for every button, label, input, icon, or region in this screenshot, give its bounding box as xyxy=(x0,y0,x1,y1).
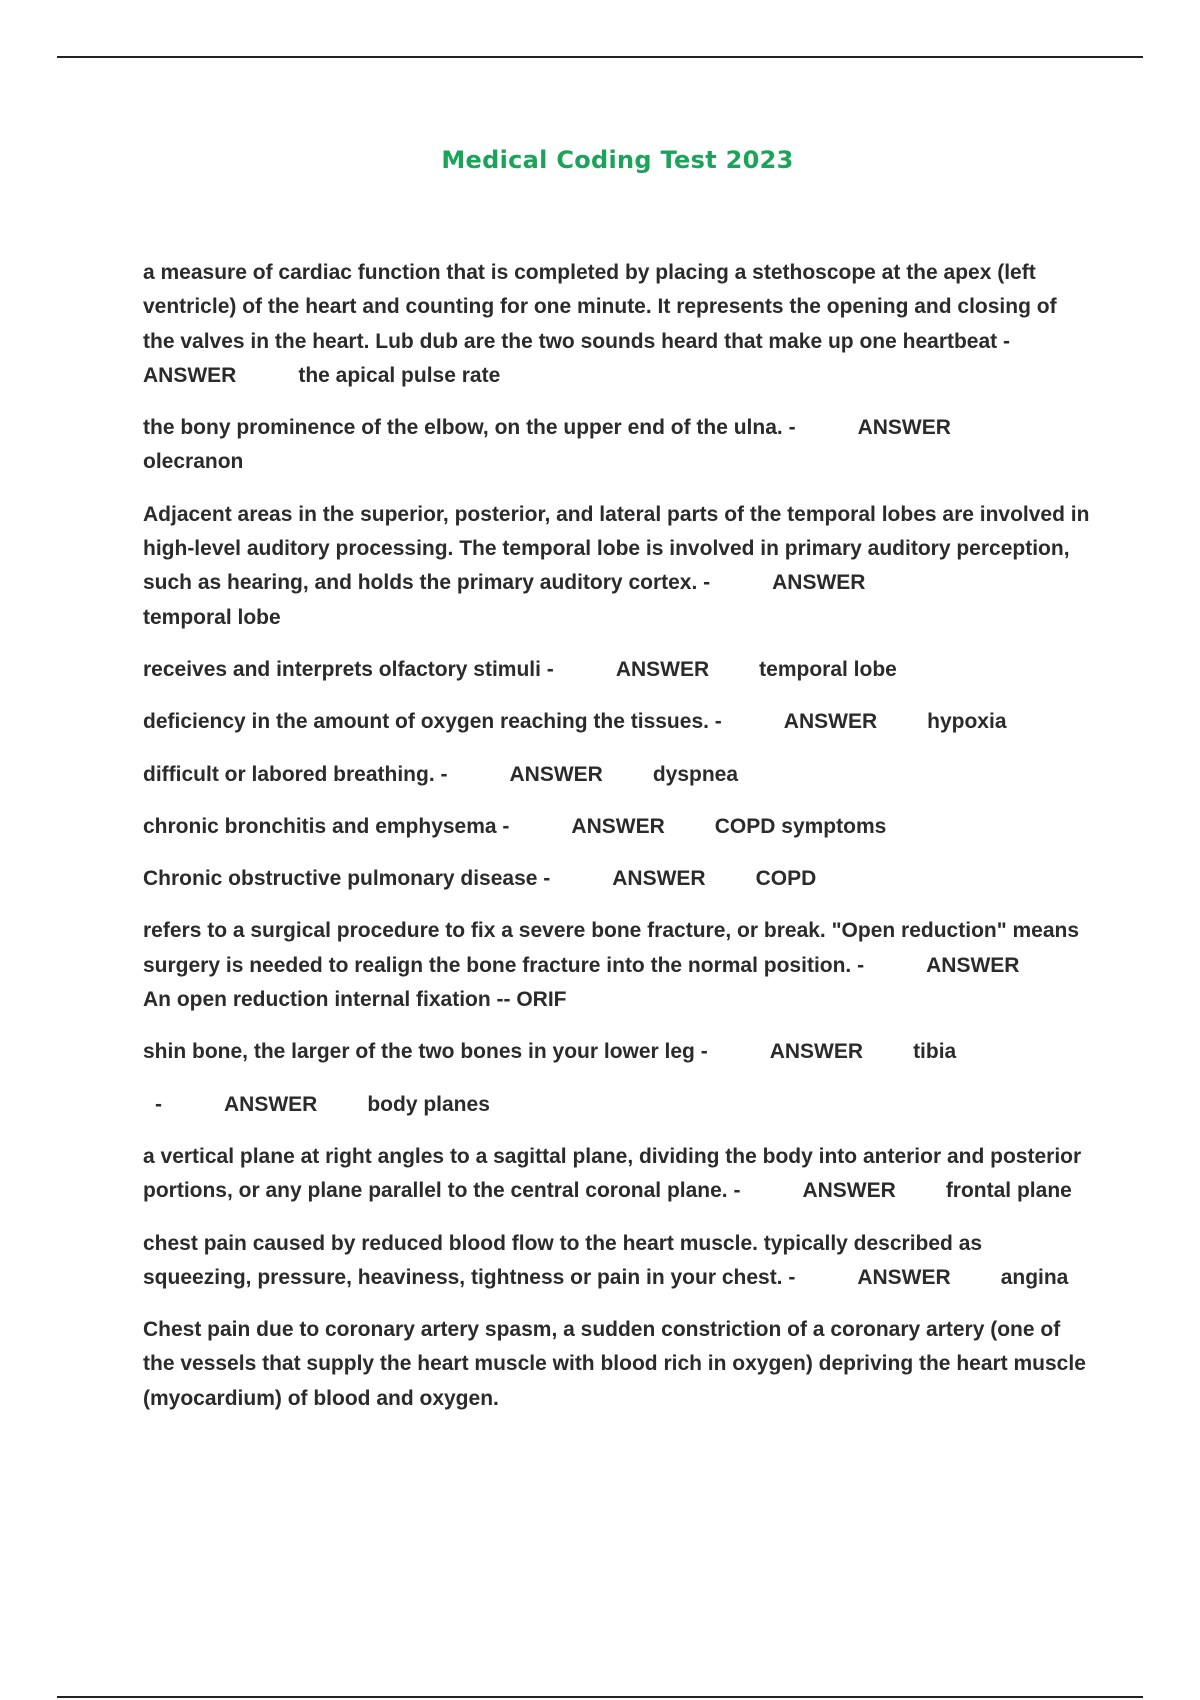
answer-label: ANSWER xyxy=(509,762,603,786)
qa-entry xyxy=(143,862,1093,896)
answer-label: ANSWER xyxy=(571,814,665,838)
answer-label: ANSWER xyxy=(769,1040,864,1064)
question-text: a measure of cardiac function that is completed by placing a stethoscope at the apex (left ventricle) of the heart and counting for one minute. It represents the opening and closing of the valves in the heart. Lub dub are the two sounds heard that make up one heartbeat - xyxy=(143,261,1057,353)
answer-label: ANSWER xyxy=(224,1092,318,1116)
answer-text: the apical pulse rate xyxy=(298,363,501,387)
question-text: - xyxy=(155,1092,162,1116)
qa-entry xyxy=(143,914,1093,1017)
answer-label: ANSWER xyxy=(857,1265,951,1289)
question-text: shin bone, the larger of the two bones in your lower leg - xyxy=(143,1040,708,1064)
qa-entry xyxy=(143,498,1093,635)
bottom-rule xyxy=(57,1696,1143,1698)
qa-entry xyxy=(143,758,1093,792)
answer-label: ANSWER xyxy=(615,657,710,681)
qa-entry xyxy=(143,1227,1093,1296)
qa-entry xyxy=(143,810,1093,844)
answer-text: frontal plane xyxy=(945,1179,1072,1203)
question-text: chest pain caused by reduced blood flow to the heart muscle. typically described as squeezing, pressure, heaviness, tightness or pain in your chest. - xyxy=(143,1231,983,1289)
answer-label: ANSWER xyxy=(772,571,866,595)
question-text: chronic bronchitis and emphysema - xyxy=(143,814,510,838)
answer-label: ANSWER xyxy=(612,867,706,891)
answer-text: olecranon xyxy=(143,450,244,474)
question-text: Adjacent areas in the superior, posterior, and lateral parts of the temporal lobes are involved in high-level auditory processing. The temporal lobe is involved in primary auditory perception, such as hearing, and holds the primary auditory cortex. - xyxy=(143,502,1090,595)
question-text: refers to a surgical procedure to fix a severe bone fracture, or break. "Open reduction" means surgery is needed to realign the bone fracture into the normal position. - xyxy=(143,919,1080,977)
final-paragraph: Chest pain due to coronary artery spasm, a sudden constriction of a coronary artery (one of the vessels that supply the heart muscle with blood rich in oxygen) depriving the heart muscle (myocardium) of blood and oxygen. xyxy=(143,1318,1086,1410)
answer-label: ANSWER xyxy=(857,416,951,440)
question-text: deficiency in the amount of oxygen reaching the tissues. - xyxy=(143,710,722,734)
answer-text: hypoxia xyxy=(927,710,1007,734)
answer-text: COPD xyxy=(755,867,817,891)
answer-label: ANSWER xyxy=(783,710,878,734)
qa-list xyxy=(143,256,1093,1434)
qa-entry xyxy=(143,1035,1093,1069)
question-text: Chronic obstructive pulmonary disease - xyxy=(143,867,551,891)
answer-text: COPD symptoms xyxy=(714,814,887,838)
page-title: Medical Coding Test 2023 xyxy=(441,146,794,174)
answer-text: body planes xyxy=(367,1092,490,1116)
answer-text: tibia xyxy=(913,1040,957,1064)
answer-text: temporal lobe xyxy=(143,605,281,629)
question-text: a vertical plane at right angles to a sagittal plane, dividing the body into anterior and posterior portions, or any plane parallel to the central coronal plane. - xyxy=(143,1144,1082,1203)
answer-label: ANSWER xyxy=(143,363,237,387)
top-rule xyxy=(57,56,1143,58)
answer-text: dyspnea xyxy=(652,762,739,786)
answer-text: angina xyxy=(1000,1265,1069,1289)
qa-entry xyxy=(143,705,1093,739)
qa-entry xyxy=(143,256,1093,393)
qa-entry xyxy=(143,411,1093,480)
answer-text: temporal lobe xyxy=(759,657,897,681)
answer-label: ANSWER xyxy=(926,953,1020,977)
question-text: difficult or labored breathing. - xyxy=(143,762,448,786)
answer-label: ANSWER xyxy=(802,1179,896,1203)
qa-entry xyxy=(143,1088,1093,1122)
qa-entry xyxy=(143,1140,1093,1209)
qa-entry xyxy=(143,653,1093,687)
question-text: the bony prominence of the elbow, on the upper end of the ulna. - xyxy=(143,416,796,440)
question-text: receives and interprets olfactory stimuli - xyxy=(143,657,554,681)
answer-text: An open reduction internal fixation -- ORIF xyxy=(143,988,567,1012)
